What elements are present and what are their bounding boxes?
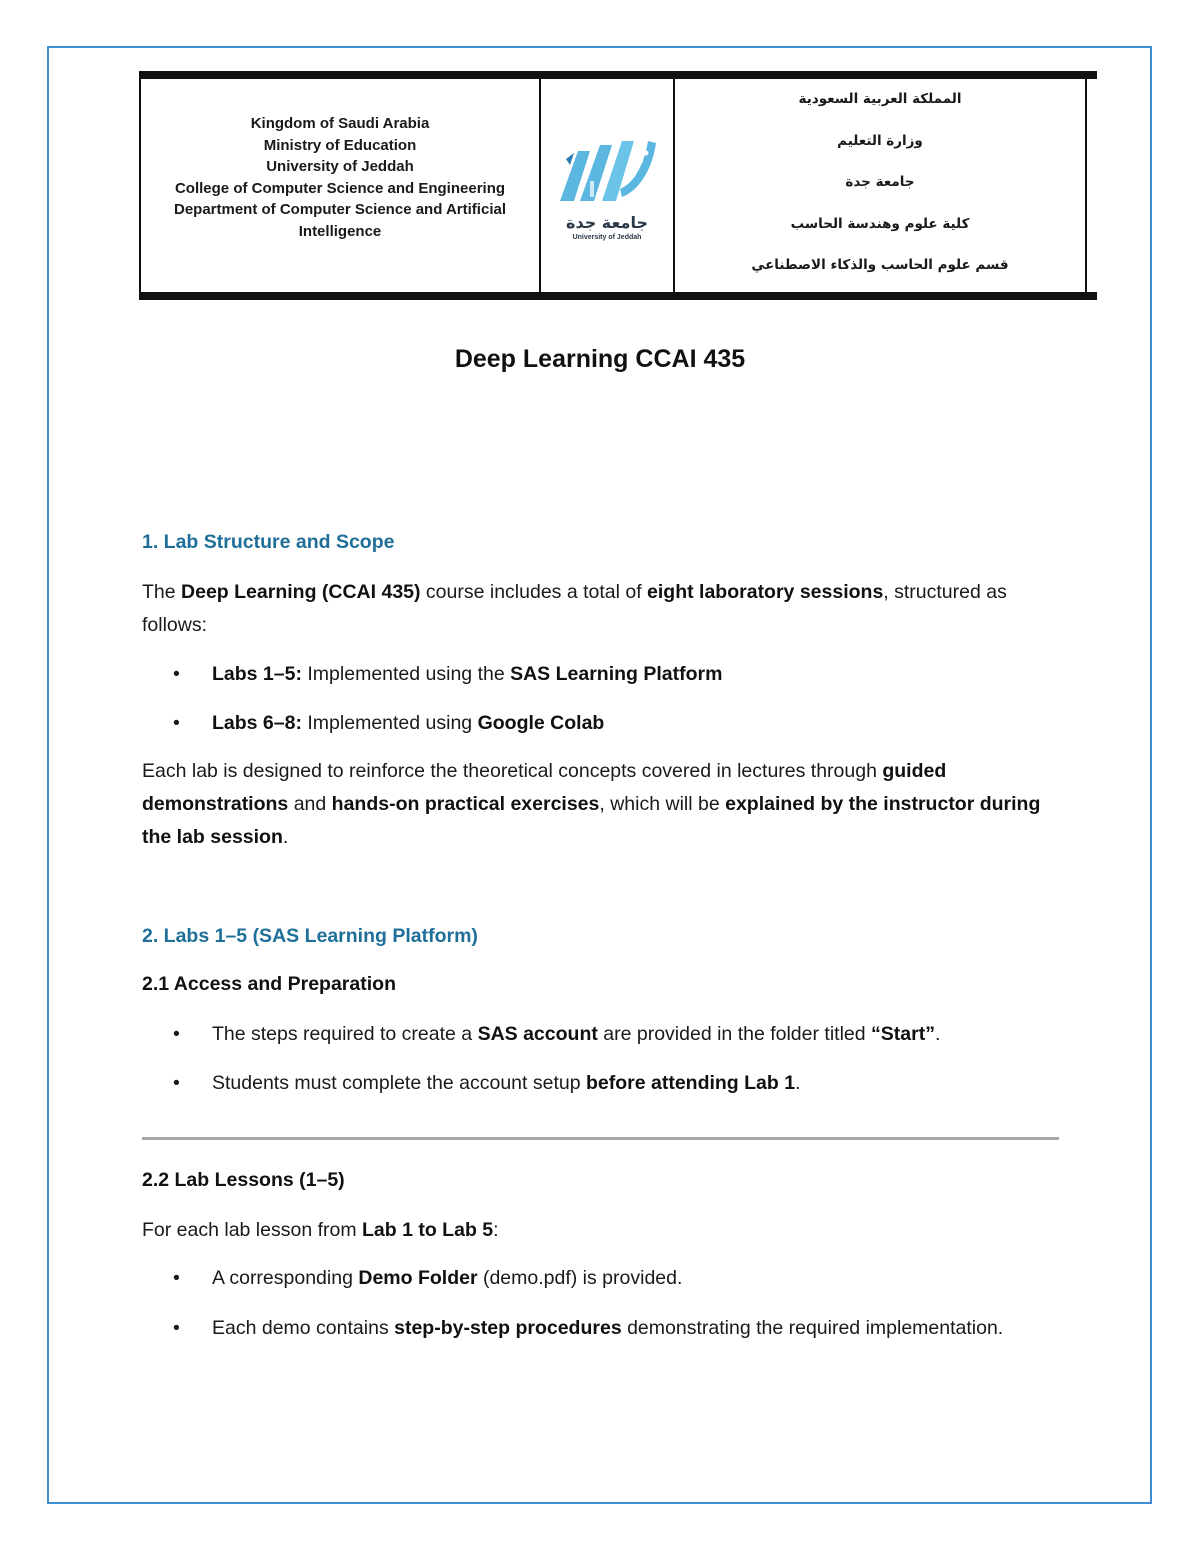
letterhead-logo-cell bbox=[541, 79, 675, 292]
en-line-college: College of Computer Science and Engineering bbox=[174, 179, 506, 197]
ar-line-ministry: وزارة التعليم bbox=[837, 132, 923, 149]
letterhead-table bbox=[139, 71, 1097, 300]
ar-line-kingdom: المملكة العربية السعودية bbox=[798, 91, 962, 107]
ar-line-university: جامعة جدة bbox=[845, 174, 915, 190]
subsection-2-2-heading: 2.2 Lab Lessons (1–5) bbox=[142, 1169, 345, 1191]
logo-arabic-name: جامعة جدة bbox=[566, 212, 648, 232]
bullet-icon: • bbox=[173, 663, 180, 685]
en-line-ministry: Ministry of Education bbox=[263, 136, 417, 154]
en-line-university: University of Jeddah bbox=[266, 158, 414, 175]
letterhead-english-cell bbox=[139, 79, 541, 292]
logo-english-name: University of Jeddah bbox=[572, 233, 642, 241]
letterhead-arabic-cell bbox=[675, 79, 1087, 292]
subsection-2-2-intro: For each lab lesson from Lab 1 to Lab 5: bbox=[142, 1219, 499, 1241]
subsection-2-1-heading: 2.1 Access and Preparation bbox=[142, 973, 396, 995]
bullet-icon: • bbox=[173, 712, 180, 734]
section-1-heading: 1. Lab Structure and Scope bbox=[142, 531, 395, 553]
ar-line-college: كلية علوم وهندسة الحاسب bbox=[790, 215, 970, 232]
en-line-kingdom: Kingdom of Saudi Arabia bbox=[250, 115, 430, 132]
ar-line-department: قسم علوم الحاسب والذكاء الاصطناعي bbox=[751, 257, 1009, 273]
university-of-jeddah-logo-icon bbox=[552, 131, 662, 211]
horizontal-divider bbox=[142, 1137, 1059, 1140]
bullet-icon: • bbox=[173, 1072, 180, 1094]
bullet-icon: • bbox=[173, 1023, 180, 1045]
en-line-department: Department of Computer Science and Artificial Intelligence bbox=[173, 201, 506, 240]
bullet-icon: • bbox=[173, 1317, 180, 1339]
section-1-closing: Each lab is designed to reinforce the theoretical concepts covered in lectures through guided demonstrations and hands-on practical exercises, which will be explained by the instructor during the lab session. bbox=[142, 760, 1041, 848]
university-logo bbox=[552, 131, 662, 241]
bullet-icon: • bbox=[173, 1267, 180, 1289]
document-title: Deep Learning CCAI 435 bbox=[454, 345, 746, 373]
section-1-intro: The Deep Learning (CCAI 435) course includes a total of eight laboratory sessions, structured as follows: bbox=[142, 581, 1007, 636]
section-2-heading: 2. Labs 1–5 (SAS Learning Platform) bbox=[142, 925, 478, 947]
